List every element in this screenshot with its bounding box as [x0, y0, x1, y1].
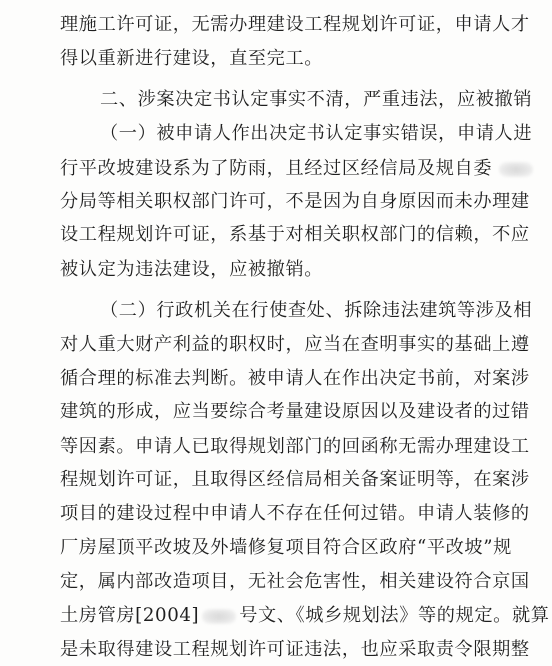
- text-line: 被认定为违法建设，应被撤销。: [60, 259, 324, 280]
- text-line: 建筑的形成，应当要综合考量建设原因以及建设者的过错: [60, 401, 530, 422]
- text-line: 项目的建设过程中申请人不存在任何过错。申请人装修的: [60, 503, 530, 524]
- text-line: 分局等相关职权部门许可，不是因为自身原因而未办理建: [60, 191, 530, 212]
- text-line: 循合理的标准去判断。被申请人在作出决定书前，对案涉: [60, 368, 530, 389]
- text-line: 得以重新进行建设，直至完工。: [60, 48, 324, 69]
- redaction-blur: [202, 609, 236, 624]
- text-line: 设工程规划许可证，系基于对相关职权部门的信赖，不应: [60, 224, 530, 245]
- text-line: （二）行政机关在行使查处、拆除违法建筑等涉及相: [100, 300, 533, 321]
- text-line: 等因素。申请人已取得规划部门的回函称无需办理建设工: [60, 436, 530, 457]
- redaction-blur: [499, 162, 533, 177]
- text-line: 是未取得建设工程规划许可证违法，也应采取责令限期整: [60, 639, 530, 660]
- text-line: 行平改坡建设系为了防雨，且经过区经信局及规自委: [60, 158, 533, 180]
- text-line: 土房管房[2004] 号文、《城乡规划法》等的规定。就算: [60, 605, 550, 626]
- section-heading: 二、涉案决定书认定事实不清，严重违法，应被撤销: [100, 89, 533, 110]
- text-line: 程规划许可证，且取得区经信局相关备案证明等，在案涉: [60, 469, 530, 490]
- text-line: 对人重大财产利益的职权时，应当在查明事实的基础上遵: [60, 334, 530, 355]
- text-line: （一）被申请人作出决定书认定事实错误，申请人进: [100, 123, 533, 144]
- text-line: 厂房屋顶平改坡及外墙修复项目符合区政府“平改坡”规: [60, 537, 512, 558]
- text-line: 定，属内部改造项目，无社会危害性，相关建设符合京国: [60, 571, 530, 592]
- text-line: 理施工许可证，无需办理建设工程规划许可证，申请人才: [60, 14, 530, 35]
